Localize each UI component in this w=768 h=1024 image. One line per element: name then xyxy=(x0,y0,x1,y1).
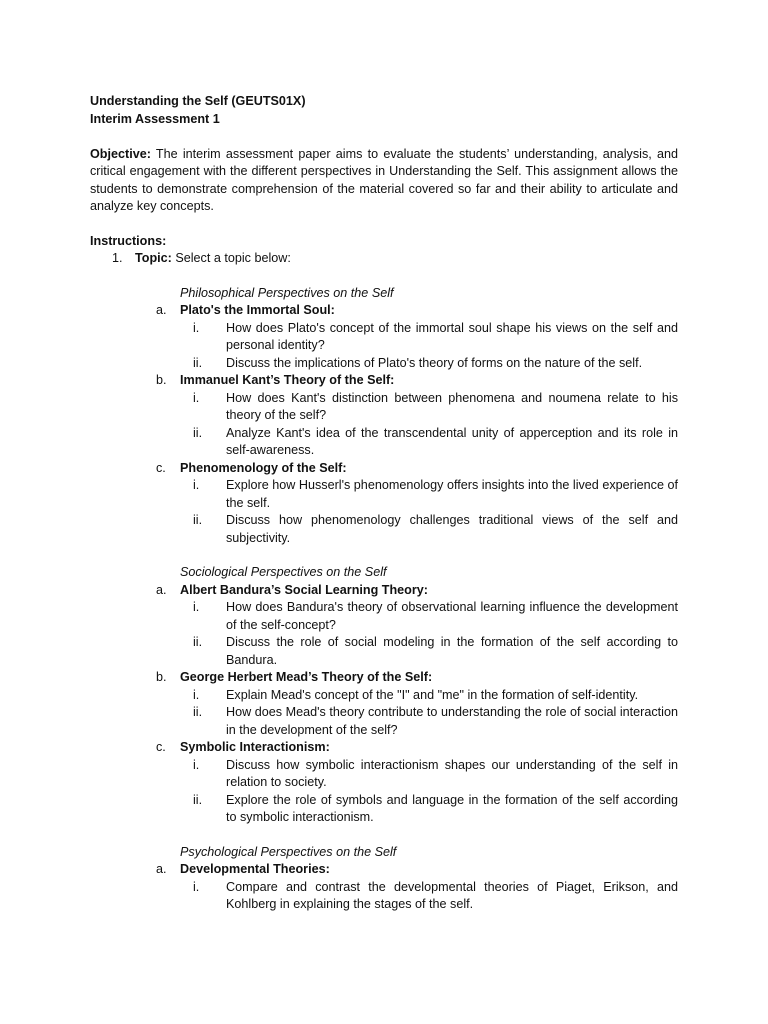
subsection-title: Albert Bandura’s Social Learning Theory: xyxy=(180,582,428,597)
question-text: How does Plato's concept of the immortal soul shape his views on the self and personal identity? xyxy=(226,320,678,352)
question-text: Explore how Husserl's phenomenology offers insights into the lived experience of the self. xyxy=(226,478,678,510)
question-item xyxy=(90,477,678,512)
question-item xyxy=(90,757,678,792)
subsection-title: Immanuel Kant’s Theory of the Self: xyxy=(180,373,395,387)
question-text: How does Mead's theory contribute to understanding the role of social interaction in the development of the self? xyxy=(226,705,678,737)
objective-paragraph xyxy=(90,146,678,216)
question-number: i. xyxy=(193,320,200,335)
subsection-title: Plato's the Immortal Soul: xyxy=(180,303,335,317)
subsection-heading xyxy=(90,302,678,320)
objective-text: The interim assessment paper aims to evaluate the students’ understanding, analysis, and critical engagement with the different perspectives in Understanding the Self. This assignment allows the students to demonstrate comprehension of the material covered so far and their ability to articulate and analyze key concepts. xyxy=(90,146,678,213)
topic-text: Select a topic below: xyxy=(175,251,291,265)
question-item xyxy=(90,599,678,634)
subsection-heading xyxy=(90,669,678,687)
document-page xyxy=(90,93,678,914)
subsection-label: a. xyxy=(156,862,167,876)
subsection-label: c. xyxy=(156,460,166,475)
question-text: How does Bandura's theory of observational learning influence the development of the self-concept? xyxy=(226,600,678,632)
question-number: ii. xyxy=(193,635,203,649)
objective-label: Objective: xyxy=(90,146,151,161)
assessment-title: Interim Assessment 1 xyxy=(90,111,220,126)
subsection-title: Phenomenology of the Self: xyxy=(180,460,347,475)
question-text: Discuss the implications of Plato's theory of forms on the nature of the self. xyxy=(226,355,643,370)
subsection-label: a. xyxy=(156,582,167,597)
subsection-title: Developmental Theories: xyxy=(180,862,330,876)
question-text: Analyze Kant's idea of the transcendental unity of apperception and its role in self-awareness. xyxy=(226,425,678,457)
question-item xyxy=(90,355,678,373)
subsection-heading xyxy=(90,582,678,600)
question-number: ii. xyxy=(193,513,203,527)
question-item xyxy=(90,425,678,460)
question-number: i. xyxy=(193,478,200,492)
subsection-heading xyxy=(90,460,678,478)
question-number: i. xyxy=(193,879,200,894)
subsection-heading xyxy=(90,739,678,757)
question-text: How does Kant's distinction between phenomena and noumena relate to his theory of the self? xyxy=(226,390,678,422)
question-number: i. xyxy=(193,600,200,614)
question-number: ii. xyxy=(193,705,203,719)
topic-label: Topic: xyxy=(135,251,172,265)
instructions-label: Instructions: xyxy=(90,233,167,248)
topic-item xyxy=(90,250,678,268)
subsection-label: b. xyxy=(156,670,167,684)
topic-number: 1. xyxy=(112,251,123,265)
subsection-heading xyxy=(90,861,678,879)
subsection-heading xyxy=(90,372,678,390)
question-item xyxy=(90,634,678,669)
section-title: Sociological Perspectives on the Self xyxy=(180,565,387,579)
course-title: Understanding the Self (GEUTS01X) xyxy=(90,94,306,108)
subsection-title: George Herbert Mead’s Theory of the Self: xyxy=(180,670,433,684)
question-text: Discuss how phenomenology challenges traditional views of the self and subjectivity. xyxy=(226,513,678,545)
question-text: Explore the role of symbols and language in the formation of the self according to symbolic interactionism. xyxy=(226,792,678,824)
question-text: Explain Mead's concept of the "I" and "me" in the formation of self-identity. xyxy=(226,687,639,702)
question-number: ii. xyxy=(193,355,203,370)
question-item xyxy=(90,512,678,547)
question-number: i. xyxy=(193,757,200,772)
subsection-label: c. xyxy=(156,740,166,754)
question-number: ii. xyxy=(193,425,203,440)
subsection-label: b. xyxy=(156,373,167,387)
question-number: ii. xyxy=(193,792,203,807)
subsection-title: Symbolic Interactionism: xyxy=(180,740,330,754)
question-item xyxy=(90,320,678,355)
question-item xyxy=(90,704,678,739)
section-title: Psychological Perspectives on the Self xyxy=(180,844,397,859)
subsection-label: a. xyxy=(156,303,167,317)
section-title: Philosophical Perspectives on the Self xyxy=(180,285,394,300)
question-item xyxy=(90,687,678,705)
question-number: i. xyxy=(193,390,200,405)
question-item xyxy=(90,390,678,425)
question-text: Discuss the role of social modeling in the formation of the self according to Bandura. xyxy=(226,635,678,667)
question-text: Discuss how symbolic interactionism shapes our understanding of the self in relation to society. xyxy=(226,757,678,789)
question-item xyxy=(90,792,678,827)
question-number: i. xyxy=(193,687,200,702)
question-text: Compare and contrast the developmental theories of Piaget, Erikson, and Kohlberg in explaining the stages of the self. xyxy=(226,879,678,911)
question-item xyxy=(90,879,678,914)
